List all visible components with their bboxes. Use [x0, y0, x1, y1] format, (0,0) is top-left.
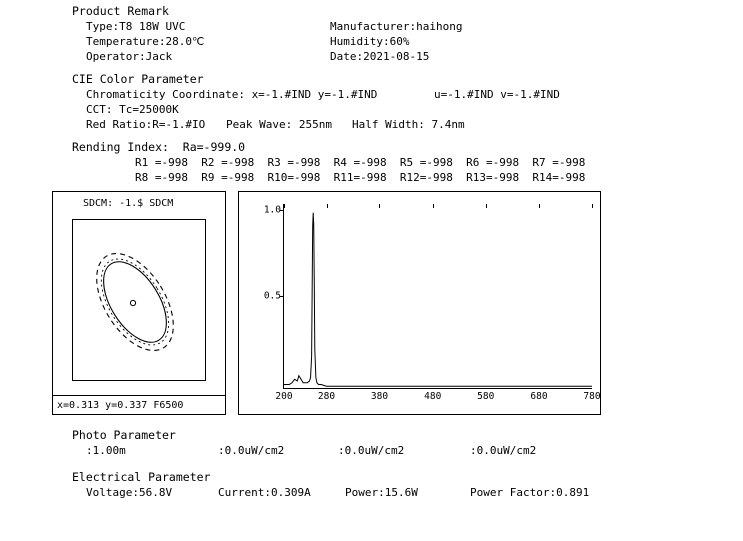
temperature: Temperature:28.0℃ [86, 35, 205, 48]
photo-value-1: :0.0uW/cm2 [218, 444, 285, 457]
rending-index-title: Rending Index: Ra=-999.0 [72, 140, 246, 154]
uv-coordinate: u=-1.#IND v=-1.#IND [434, 88, 560, 101]
cct-value: CCT: Tc=25000K [86, 103, 179, 116]
date: Date:2021-08-15 [330, 50, 430, 63]
spectrum-ytick-2: 0.5 [263, 290, 281, 302]
operator: Operator:Jack [86, 50, 173, 63]
product-type: Type:T8 18W UVC [86, 20, 186, 33]
power-value: Power:15.6W [345, 486, 418, 499]
humidity: Humidity:60% [330, 35, 410, 48]
sdcm-label: SDCM: -1.$ SDCM [83, 198, 174, 209]
peak-wave: Peak Wave: 255nm [226, 118, 332, 131]
voltage-value: Voltage:56.8V [86, 486, 173, 499]
chromaticity-coordinate: Chromaticity Coordinate: x=-1.#IND y=-1.#IND [86, 88, 378, 101]
current-value: Current:0.309A [218, 486, 311, 499]
photo-value-3: :0.0uW/cm2 [470, 444, 537, 457]
spectrum-plot-area [263, 204, 601, 402]
sdcm-ellipse-graphic [73, 220, 205, 380]
spectrum-chart-panel [238, 191, 601, 415]
spectrum-xtick-5: 580 [477, 391, 495, 402]
rending-index-row-1: R1 =-998 R2 =-998 R3 =-998 R4 =-998 R5 =-998 R6 =-998 R7 =-998 [135, 156, 586, 169]
photo-distance: :1.00m [86, 444, 126, 457]
sdcm-footer-divider [53, 395, 225, 396]
spectrum-xtick-2: 280 [317, 391, 336, 402]
spectrum-curve [284, 204, 592, 388]
sdcm-plot-area [72, 219, 206, 381]
spectrum-xtick-7: 780 [583, 391, 601, 402]
spectrum-xtick-6: 680 [530, 391, 548, 402]
spectrum-xtick-3: 380 [370, 391, 389, 402]
photo-parameter-title: Photo Parameter [72, 428, 176, 442]
spectrum-xtick-4: 480 [424, 391, 442, 402]
manufacturer: Manufacturer:haihong [330, 20, 463, 33]
red-ratio: Red Ratio:R=-1.#IO [86, 118, 206, 131]
spectrum-ytick-1: 1.0 [263, 204, 281, 216]
spectrum-xtick-1: 200 [275, 391, 293, 402]
rending-index-row-2: R8 =-998 R9 =-998 R10=-998 R11=-998 R12=-998 R13=-998 R14=-998 [135, 171, 586, 184]
product-remark-title: Product Remark [72, 4, 169, 18]
sdcm-coordinates: x=0.313 y=0.337 F6500 [57, 400, 184, 411]
power-factor-value: Power Factor:0.891 [470, 486, 590, 499]
half-width: Half Width: 7.4nm [352, 118, 465, 131]
electrical-parameter-title: Electrical Parameter [72, 470, 211, 484]
cie-title: CIE Color Parameter [72, 72, 204, 86]
photo-value-2: :0.0uW/cm2 [338, 444, 405, 457]
sdcm-chart-panel [52, 191, 226, 415]
